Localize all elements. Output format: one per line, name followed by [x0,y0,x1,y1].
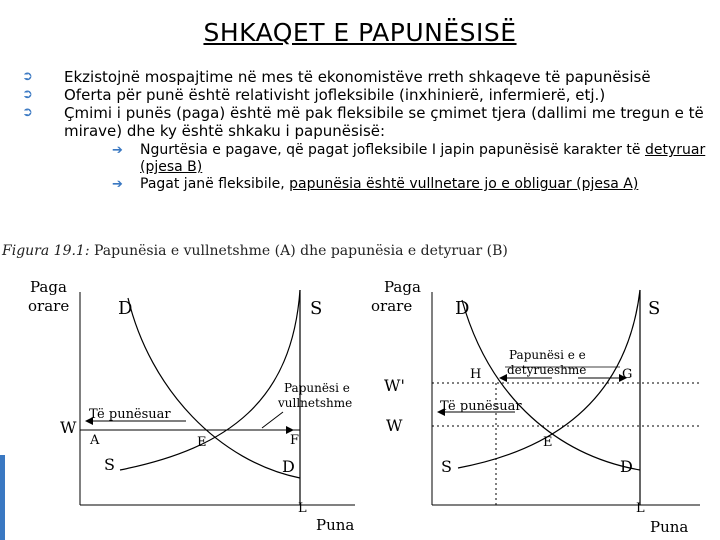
panel-b-forced-label: detyrueshme [507,363,587,377]
panel-b-x-label: Puna [650,518,689,536]
panel-a-wage-label: W [60,418,77,437]
panel-b-demand-bottom: D [620,457,633,476]
bullet-text: Ekzistojnë mospajtime në mes të ekonomistëve rreth shkaqeve të papunësisë [64,68,651,86]
panel-a-point-f: F [290,433,300,448]
circle-arrow-icon: ➲ [22,87,33,102]
panel-a-supply-bottom: S [104,455,115,474]
panel-a-supply-curve [120,290,300,470]
panel-b-point-g: G [622,367,633,382]
panel-b-employed-label: Të punësuar [440,399,522,414]
arrow-right-icon: ➔ [112,143,123,158]
panel-a-y-label: orare [28,297,70,315]
panel-a-x-label: Puna [316,516,355,534]
panel-a-employed-label: Të punësuar [89,407,171,422]
panel-b-supply-bottom: S [441,457,452,476]
sub-bullet-underlined: detyruar (pjesa B) [140,142,706,175]
figure-caption-text: Papunësia e vullnetshme (A) dhe papunësia e detyruar (B) [89,243,508,259]
accent-bar [0,455,5,540]
arrow-right-icon: ➔ [112,177,123,192]
panel-a-point-e: E [197,435,207,450]
figure-caption-label: Figura 19.1: [2,243,90,259]
panel-a-voluntary-label: vullnetshme [278,396,353,410]
panel-a-supply-top: S [310,298,323,319]
page-title: SHKAQET E PAPUNËSISË [203,18,517,47]
panel-a-demand-bottom: D [282,457,295,476]
panel-b-forced-label: Papunësi e e [509,348,586,362]
panel-a-point-l: L [298,501,307,516]
panel-b [371,278,700,536]
bullet-text: Oferta për punë është relativisht jofleksibile (inxhinierë, infermierë, etj.) [64,86,606,104]
panel-a-demand-curve [128,298,300,478]
panel-b-y-label: orare [371,297,413,315]
panel-a-voluntary-pointer [262,412,283,428]
panel-b-demand-top: D [455,298,470,319]
panel-a-voluntary-label: Papunësi e [284,381,350,395]
panel-b-point-e: E [543,435,553,450]
bullet-text: Çmimi i punës (paga) është më pak fleksibile se çmimet tjera (dallimi me tregun e të mirave) dhe ky është shkaku i papunësisë: [64,104,704,140]
circle-arrow-icon: ➲ [22,69,33,84]
panel-b-wage-label: W [386,416,403,435]
sub-bullet-underlined: papunësia është vullnetare jo e obliguar (pjesa A) [289,176,639,192]
panel-b-supply-top: S [648,298,661,319]
panel-b-wage-high-label: W' [384,376,405,395]
panel-b-y-label: Paga [384,278,421,296]
sub-bullet-text: Ngurtësia e pagave, që pagat jofleksibile I japin papunësisë karakter të [140,142,645,158]
sub-bullet-text: Pagat janë fleksibile, [140,176,290,192]
panel-b-point-h: H [470,367,482,382]
panel-a-demand-top: D [118,298,133,319]
panel-a-y-label: Paga [30,278,67,296]
panel-a-point-a: A [90,433,100,448]
circle-arrow-icon: ➲ [22,105,33,120]
panel-a [28,278,355,534]
panel-b-point-l: L [636,501,645,516]
